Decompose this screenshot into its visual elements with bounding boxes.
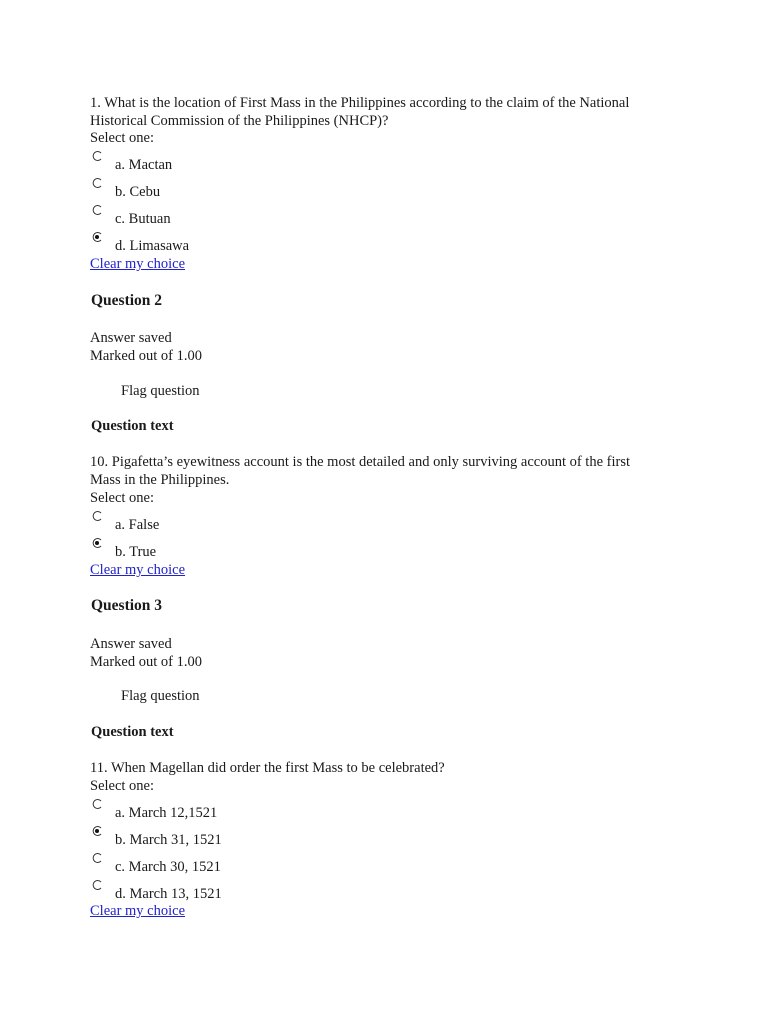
radio-unchecked-icon[interactable] <box>91 852 103 864</box>
option-label: d. Limasawa <box>115 238 190 254</box>
radio-unchecked-icon[interactable] <box>91 510 103 522</box>
option-label: b. Cebu <box>115 184 161 200</box>
option-label: b. True <box>115 544 157 560</box>
question-text-line: Historical Commission of the Philippines (NHCP)? <box>90 113 389 129</box>
flag-question-link[interactable]: Flag question <box>121 688 200 704</box>
option-label: b. March 31, 1521 <box>115 832 222 848</box>
radio-unchecked-icon[interactable] <box>91 204 103 216</box>
clear-choice-link[interactable]: Clear my choice <box>90 562 186 578</box>
question-heading: Question 3 <box>91 597 163 614</box>
clear-choice-link[interactable]: Clear my choice <box>90 903 186 919</box>
marked-out-of: Marked out of 1.00 <box>90 348 202 364</box>
radio-unchecked-icon[interactable] <box>91 177 103 189</box>
option-label: c. March 30, 1521 <box>115 859 221 875</box>
select-one-label: Select one: <box>90 778 155 794</box>
option-label: a. March 12,1521 <box>115 805 218 821</box>
marked-out-of: Marked out of 1.00 <box>90 654 202 670</box>
select-one-label: Select one: <box>90 130 155 146</box>
option-label: d. March 13, 1521 <box>115 886 222 902</box>
option-label: a. False <box>115 517 160 533</box>
answer-status: Answer saved <box>90 330 172 346</box>
question-text-label: Question text <box>91 418 174 434</box>
flag-question-link[interactable]: Flag question <box>121 383 200 399</box>
question-text-line: 11. When Magellan did order the first Mass to be celebrated? <box>90 760 445 776</box>
radio-unchecked-icon[interactable] <box>91 150 103 162</box>
question-heading: Question 2 <box>91 292 163 309</box>
question-text-line: 10. Pigafetta’s eyewitness account is the most detailed and only surviving account of the first <box>90 454 630 470</box>
question-text-line: 1. What is the location of First Mass in the Philippines according to the claim of the National <box>90 95 630 111</box>
radio-checked-icon[interactable] <box>91 231 103 243</box>
option-label: a. Mactan <box>115 157 173 173</box>
radio-checked-icon[interactable] <box>91 825 103 837</box>
radio-unchecked-icon[interactable] <box>91 879 103 891</box>
radio-checked-icon[interactable] <box>91 537 103 549</box>
question-text-label: Question text <box>91 724 174 740</box>
select-one-label: Select one: <box>90 490 155 506</box>
option-label: c. Butuan <box>115 211 171 227</box>
answer-status: Answer saved <box>90 636 172 652</box>
question-text-line: Mass in the Philippines. <box>90 472 230 488</box>
radio-unchecked-icon[interactable] <box>91 798 103 810</box>
clear-choice-link[interactable]: Clear my choice <box>90 256 186 272</box>
